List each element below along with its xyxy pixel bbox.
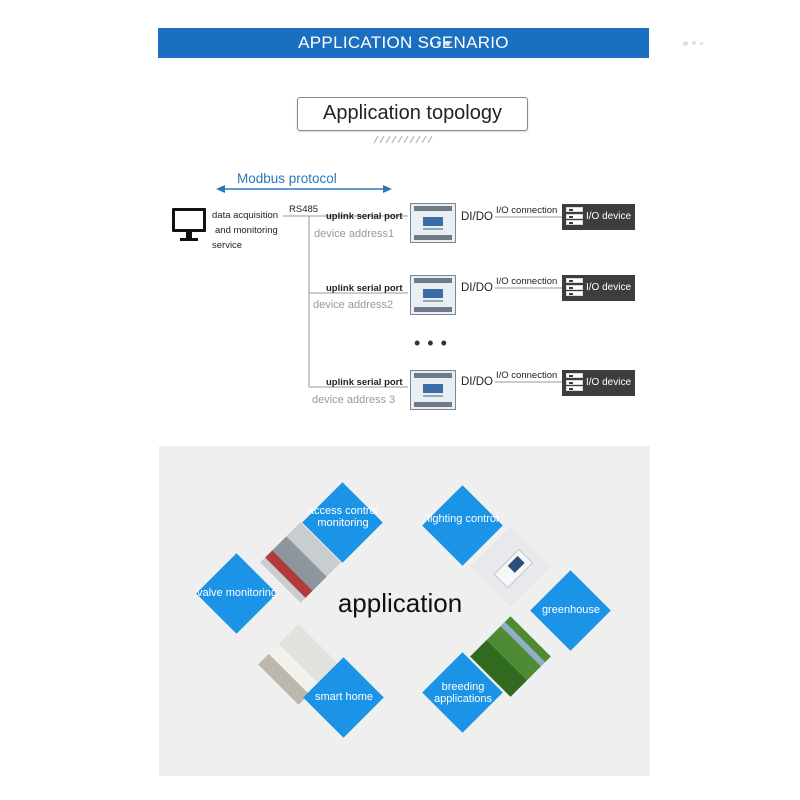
uplink-port-label: uplink serial port bbox=[326, 283, 403, 294]
arrow-left-head bbox=[216, 185, 225, 193]
application-center-label: application bbox=[337, 588, 463, 618]
io-device-box bbox=[562, 370, 635, 396]
host-label-line: and monitoring bbox=[215, 225, 278, 236]
di-do-label: DI/DO bbox=[461, 282, 493, 294]
di-do-label: DI/DO bbox=[461, 376, 493, 388]
device-address-label: device address2 bbox=[313, 299, 394, 311]
rs485-label: RS485 bbox=[289, 204, 319, 215]
host-label-line: data acquisition bbox=[212, 210, 279, 221]
host-label bbox=[212, 208, 278, 253]
label-breeding-applications: breeding applications bbox=[433, 681, 493, 705]
arrow-right-head bbox=[383, 185, 392, 193]
server-stack-icon bbox=[566, 373, 583, 393]
io-device-label: I/O device bbox=[586, 282, 632, 293]
io-device-box bbox=[562, 275, 635, 301]
io-module-icon bbox=[410, 275, 456, 315]
server-stack-icon bbox=[566, 278, 583, 298]
io-connection-label: I/O connection bbox=[496, 276, 558, 287]
protocol-label: Modbus protocol bbox=[237, 171, 337, 186]
label-smart-home: smart home bbox=[314, 691, 374, 703]
io-module-icon bbox=[410, 370, 456, 410]
device-address-label: device address1 bbox=[314, 228, 395, 240]
uplink-port-label: uplink serial port bbox=[326, 211, 403, 222]
topology-title: Application topology bbox=[322, 102, 502, 124]
label-lighting-control: lighting control bbox=[427, 513, 499, 525]
io-connection-label: I/O connection bbox=[496, 370, 558, 381]
label-access-control: access control monitoring bbox=[307, 505, 379, 529]
banner-title: APPLICATION SCENARIO bbox=[298, 33, 509, 52]
more-devices-ellipsis: • • • bbox=[414, 333, 448, 353]
label-valve-monitoring: valve monitoring bbox=[196, 587, 278, 599]
io-device-label: I/O device bbox=[586, 377, 632, 388]
di-do-label: DI/DO bbox=[461, 211, 493, 223]
label-greenhouse: greenhouse bbox=[541, 604, 601, 616]
server-stack-icon bbox=[566, 207, 583, 227]
io-device-box bbox=[562, 204, 635, 230]
io-device-label: I/O device bbox=[586, 211, 632, 222]
io-connection-label: I/O connection bbox=[496, 205, 558, 216]
monitor-icon bbox=[171, 207, 207, 243]
io-module-icon bbox=[410, 203, 456, 243]
host-label-line: service bbox=[212, 240, 243, 251]
uplink-port-label: uplink serial port bbox=[326, 377, 403, 388]
device-address-label: device address 3 bbox=[312, 394, 396, 406]
